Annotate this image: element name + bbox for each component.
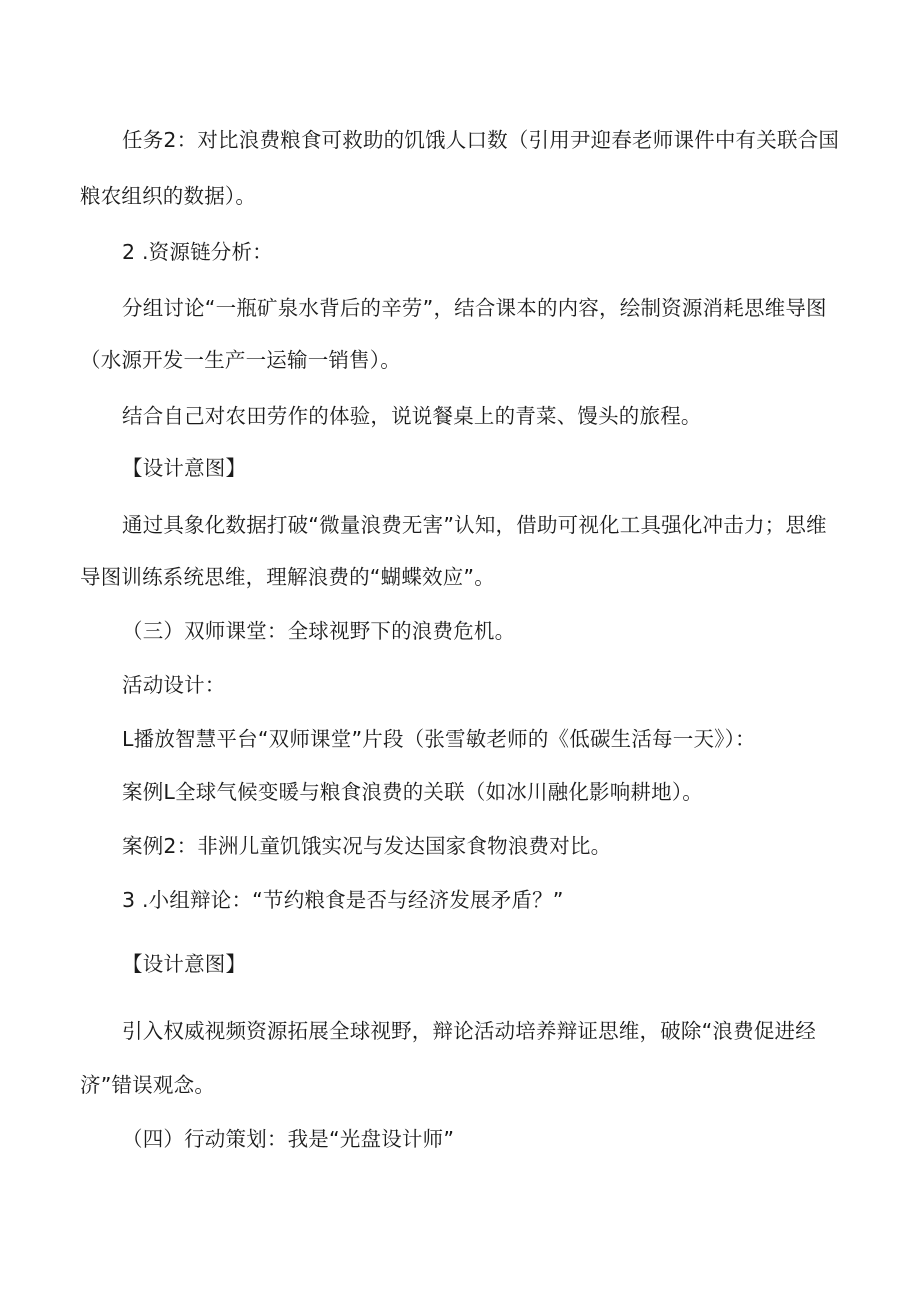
resource-chain-heading: 2 .资源链分析： — [122, 240, 273, 264]
design-intent-1-line2: 导图训练系统思维，理解浪费的“蝴蝶效应”。 — [80, 565, 495, 589]
group-debate-heading: 3 .小组辩论：“节约粮食是否与经济发展矛盾？” — [122, 888, 564, 912]
case1-line: 案例L全球气候变暖与粮食浪费的关联（如冰川融化影响耕地）。 — [122, 780, 703, 804]
section-three-heading: （三）双师课堂：全球视野下的浪费危机。 — [122, 619, 516, 643]
task2-line1: 任务2：对比浪费粮食可救助的饥饿人口数（引用尹迎春老师课件中有关联合国 — [122, 128, 840, 152]
design-intent-heading-2: 【设计意图】 — [122, 952, 247, 976]
task2-line2: 粮农组织的数据）。 — [80, 184, 257, 208]
group-discussion-line1: 分组讨论“一瓶矿泉水背后的辛劳”，结合课本的内容，绘制资源消耗思维导图 — [122, 296, 827, 320]
design-intent-1-line1: 通过具象化数据打破“微量浪费无害”认知，借助可视化工具强化冲击力；思维 — [122, 513, 827, 537]
play-video-line: L播放智慧平台“双师课堂”片段（张雪敏老师的《低碳生活每一天》）： — [122, 727, 756, 751]
section-four-heading: （四）行动策划：我是“光盘设计师” — [122, 1127, 455, 1151]
design-intent-heading-1: 【设计意图】 — [122, 456, 247, 480]
case2-line: 案例2：非洲儿童饥饿实况与发达国家食物浪费对比。 — [122, 834, 612, 858]
design-intent-2-line2: 济”错误观念。 — [80, 1073, 216, 1097]
design-intent-2-line1: 引入权威视频资源拓展全球视野，辩论活动培养辩证思维，破除“浪费促进经 — [122, 1019, 816, 1043]
group-discussion-line2: （水源开发一生产一运输一销售）。 — [80, 348, 401, 372]
activity-design-label: 活动设计： — [122, 673, 226, 697]
farm-experience-line: 结合自己对农田劳作的体验，说说餐桌上的青菜、馒头的旅程。 — [122, 404, 702, 428]
